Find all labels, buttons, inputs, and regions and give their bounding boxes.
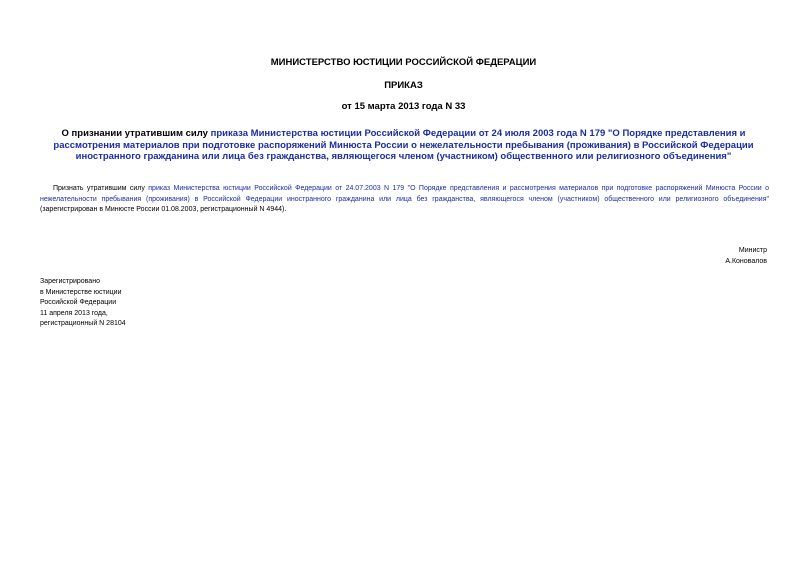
registration-block [40,277,126,330]
signature-position: Министр [738,247,767,254]
body-suffix: (зарегистрирован в Минюсте России 01.08.2003, регистрационный N 4944). [40,206,287,213]
title-order-link[interactable]: приказа Министерства юстиции Российской Федерации от 24 июля 2003 года N 179 "О Порядке представления и рассмотрения материалов при подготовке распоряжений Минюста России о нежелательности пребывания (проживания) в Российской Федерации иностранного гражданина или лица без гражданства, являющегося членом (участником) общественного или религиозного объединения" [53,128,754,162]
signature-name: А.Коновалов [725,257,767,265]
document-title [40,128,767,163]
registration-line: Российской Федерации [40,299,117,306]
ministry-name: МИНИСТЕРСТВО ЮСТИЦИИ РОССИЙСКОЙ ФЕДЕРАЦИИ [270,57,537,68]
registration-line: 11 апреля 2013 года, [40,309,108,317]
document-type: ПРИКАЗ [384,80,423,91]
registration-line: в Министерстве юстиции [40,288,122,296]
body-prefix: Признать утратившим силу [53,185,149,192]
body-paragraph [40,184,769,216]
registration-line: Зарегистрировано [40,278,100,285]
title-prefix: О признании утратившим силу [61,128,211,139]
signature-block [725,246,767,267]
document-date-number: от 15 марта 2013 года N 33 [341,101,466,112]
body-order-link[interactable]: приказ Министерства юстиции Российской Федерации от 24.07.2003 N 179 "О Порядке представления и рассмотрения материалов при подготовке распоряжений Минюста России о нежелательности пребывания (проживания) в Российской Федерации иностранного гражданина или лица без гражданства, являющегося членом (участником) общественного или религиозного объединения" [40,185,770,203]
registration-line: регистрационный N 28104 [40,320,126,327]
